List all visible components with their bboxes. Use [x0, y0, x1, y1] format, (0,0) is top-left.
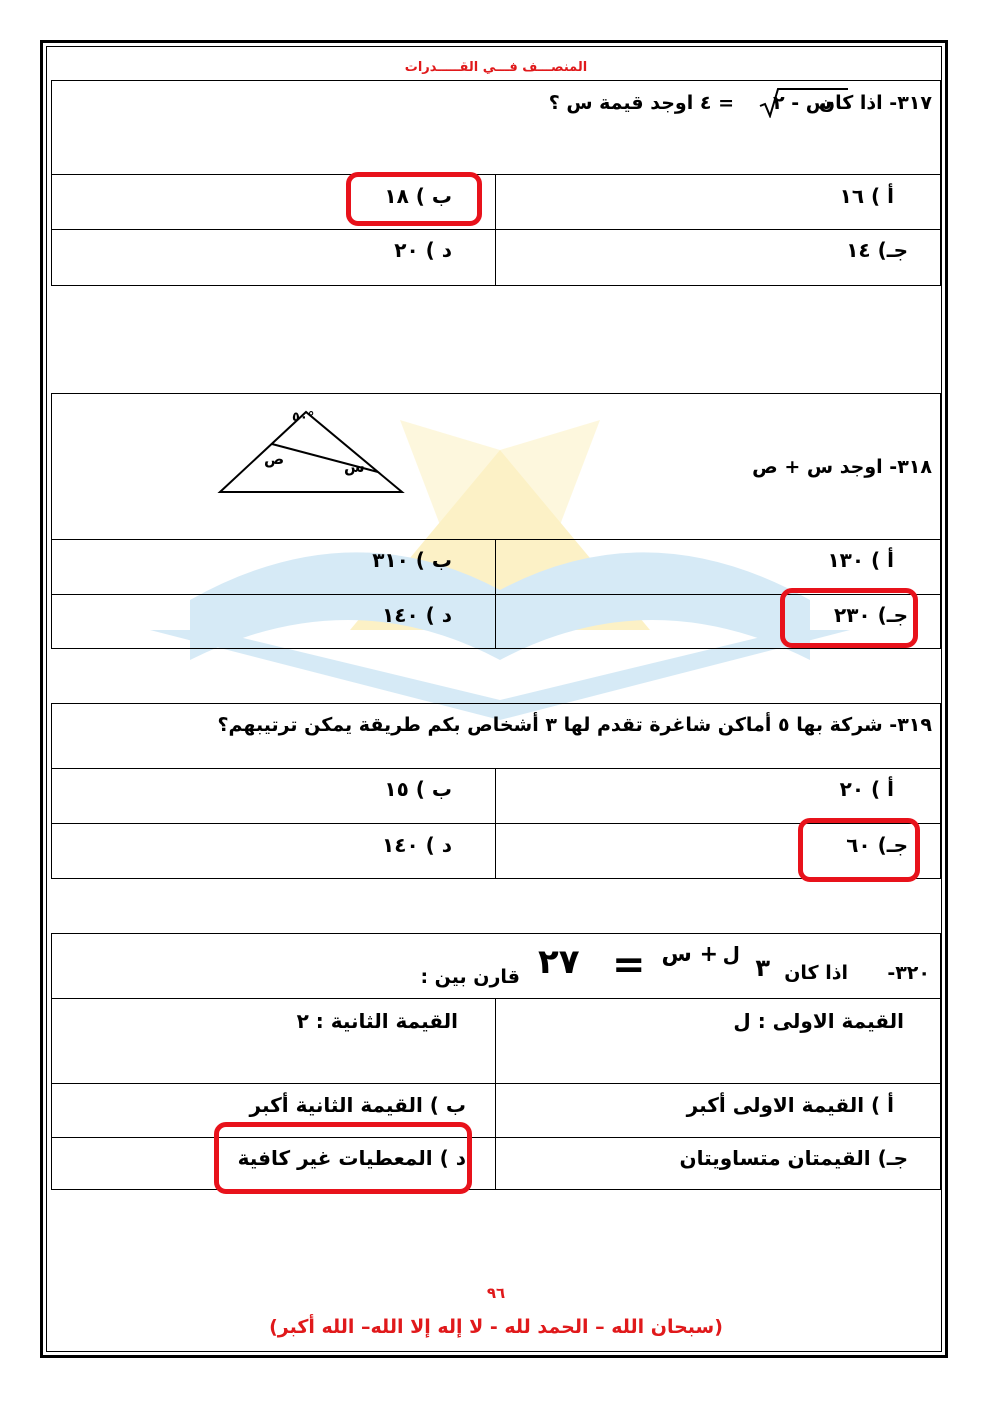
q317-answer-highlight: [346, 172, 482, 226]
page-number: ٩٦: [486, 1284, 506, 1302]
q320-first-value: القيمة الاولى : ل: [733, 1009, 904, 1033]
q320-compare: قارن بين :: [420, 966, 520, 988]
page-header: المنصـــف فـــي القـــــدرات: [404, 60, 588, 75]
q319-col-divider: [495, 768, 496, 879]
q318-option-a[interactable]: أ ) ١٣٠: [827, 548, 894, 572]
q320-option-b[interactable]: ب ) القيمة الثانية أكبر: [249, 1093, 466, 1117]
q318-option-b[interactable]: ب ) ٣١٠: [372, 548, 452, 572]
q320-answer-highlight: [214, 1122, 472, 1194]
q317-radicand: س - ٢: [773, 92, 832, 114]
q320-value: ٢٧: [538, 942, 580, 982]
q318-option-c[interactable]: جـ) ٢٣٠: [834, 603, 908, 627]
footer-dhikr: (سبحان الله – الحمد لله - لا إله إلا الله– الله أكبر): [269, 1316, 723, 1338]
q317-suffix: = ٤ اوجد قيمة س ؟: [548, 92, 734, 114]
q319-option-d[interactable]: د ) ١٤٠: [382, 833, 452, 857]
q318-option-d[interactable]: د ) ١٤٠: [382, 603, 452, 627]
q318-label-p: ص: [264, 450, 285, 468]
q320-condition: اذا كان: [784, 962, 848, 984]
q319-option-b[interactable]: ب ) ١٥: [384, 777, 452, 801]
q317-col-divider: [495, 174, 496, 286]
q317-option-c[interactable]: جـ) ١٤: [846, 238, 908, 262]
q317-option-d[interactable]: د ) ٢٠: [394, 238, 452, 262]
q317-prefix: ٣١٧- اذا كان: [818, 92, 932, 114]
q318-answer-highlight: [780, 588, 918, 648]
q318-angle-label: ٥٠°: [292, 410, 315, 425]
q320-option-d[interactable]: د ) المعطيات غير كافية: [237, 1146, 466, 1170]
q320-option-c[interactable]: جـ) القيمتان متساويتان: [679, 1146, 908, 1170]
q318-text: ٣١٨- اوجد س + ص: [752, 456, 932, 478]
q320-number: ٣٢٠-: [887, 962, 930, 984]
q317-option-a[interactable]: أ ) ١٦: [839, 184, 894, 208]
q318-col-divider: [495, 539, 496, 649]
q318-row-divider-1: [51, 539, 941, 595]
q320-coefficient: ٣: [755, 954, 770, 982]
q320-option-a[interactable]: أ ) القيمة الاولى أكبر: [686, 1093, 894, 1117]
q320-col-divider: [495, 998, 496, 1190]
q320-plus-s: + س: [661, 942, 718, 967]
q317-row-divider-1: [51, 174, 941, 230]
q319-option-a[interactable]: أ ) ٢٠: [839, 777, 894, 801]
q320-equals: =: [612, 942, 646, 988]
q317-option-b[interactable]: ب ) ١٨: [384, 184, 452, 208]
q319-text: ٣١٩- شركة بها ٥ أماكن شاغرة تقدم لها ٣ أشخاص بكم طريقة يمكن ترتيبهم؟: [217, 714, 932, 736]
q318-label-s: س: [344, 458, 365, 476]
q317-row-divider-2: [51, 229, 941, 286]
q319-option-c[interactable]: جـ) ٦٠: [846, 833, 908, 857]
q320-second-value: القيمة الثانية : ٢: [296, 1009, 458, 1033]
q320-variable-l: ل: [722, 942, 740, 966]
q319-answer-highlight: [798, 818, 920, 882]
q319-row-divider-1: [51, 768, 941, 824]
